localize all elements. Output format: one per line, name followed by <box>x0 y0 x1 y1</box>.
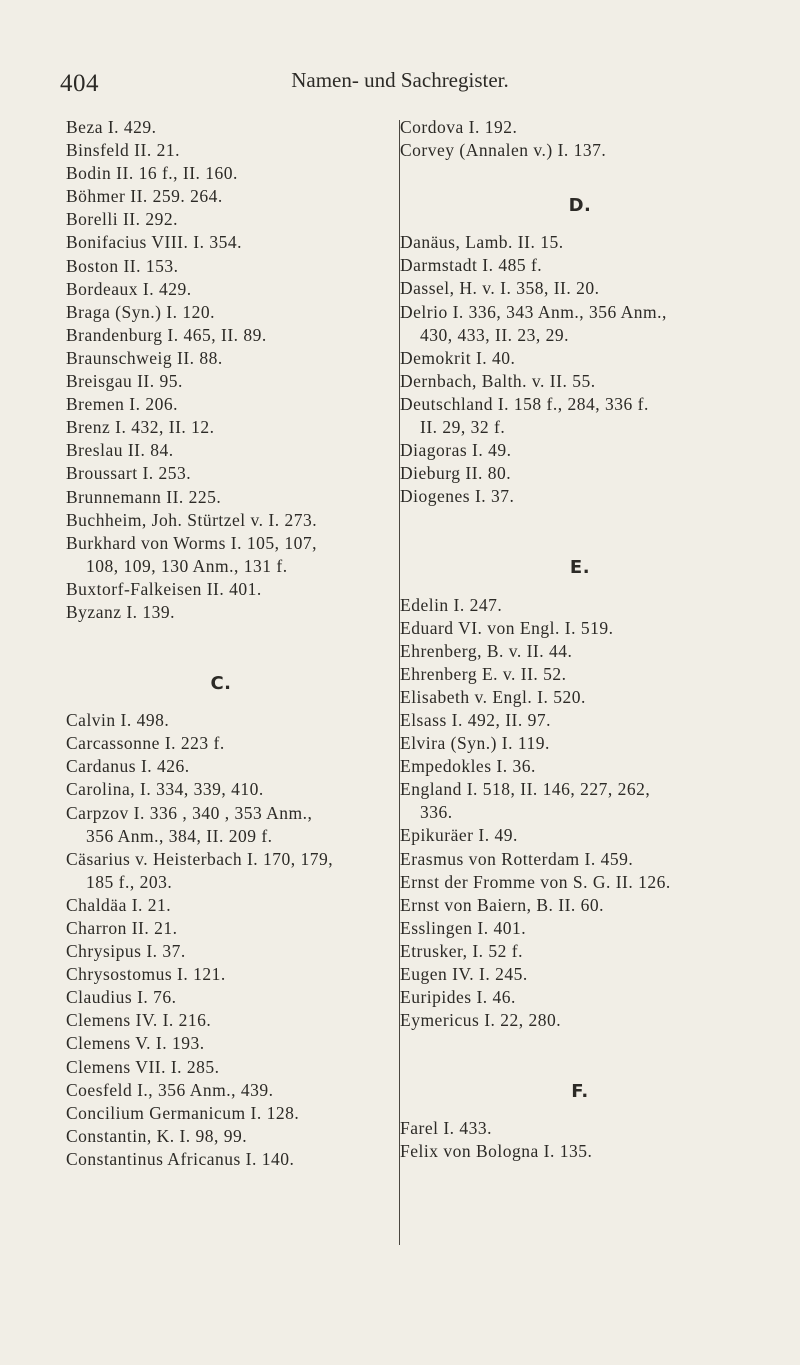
section-heading-f: F. <box>571 1081 589 1103</box>
index-entry: Elisabeth v. Engl. I. 520. <box>400 686 586 707</box>
index-entry: Brenz I. 432, II. 12. <box>66 417 215 438</box>
index-entry: Calvin I. 498. <box>66 710 170 731</box>
index-entry: 430, 433, II. 23, 29. <box>420 324 570 345</box>
index-entry: Bordeaux I. 429. <box>66 278 192 299</box>
index-entry: Coesfeld I., 356 Anm., 439. <box>66 1079 274 1100</box>
index-entry: Diagoras I. 49. <box>400 440 512 461</box>
index-entry: Elvira (Syn.) I. 119. <box>400 733 550 754</box>
index-entry: Cordova I. 192. <box>400 117 518 137</box>
index-entry: Charron II. 21. <box>66 918 178 938</box>
index-entry: Felix von Bologna I. 135. <box>400 1141 593 1162</box>
index-entry: Chrysostomus I. 121. <box>66 964 226 985</box>
index-entry: Dieburg II. 80. <box>400 463 512 484</box>
running-head: Namen- und Sachregister. <box>291 68 509 92</box>
index-entry: Binsfeld II. 21. <box>66 140 180 161</box>
index-entry: Braunschweig II. 88. <box>66 347 223 368</box>
index-entry: Boston II. 153. <box>66 255 179 276</box>
index-entry: 185 f., 203. <box>86 871 173 892</box>
index-entry: Cardanus I. 426. <box>66 756 190 777</box>
index-entry: Erasmus von Rotterdam I. 459. <box>400 848 634 869</box>
index-entry: Braga (Syn.) I. 120. <box>66 301 216 322</box>
index-entry: Deutschland I. 158 f., 284, 336 f. <box>400 393 649 414</box>
index-entry: Bremen I. 206. <box>66 394 178 415</box>
index-entry: Broussart I. 253. <box>66 463 192 484</box>
index-entry: Buchheim, Joh. Stürtzel v. I. 273. <box>66 509 318 530</box>
index-entry: Chrysipus I. 37. <box>66 941 186 962</box>
index-entry: Elsass I. 492, II. 97. <box>400 709 551 730</box>
index-entry: Constantinus Africanus I. 140. <box>66 1148 295 1169</box>
index-entry: Dassel, H. v. I. 358, II. 20. <box>400 278 600 299</box>
index-entry: Euripides I. 46. <box>400 987 516 1008</box>
section-heading-e: E. <box>569 557 591 579</box>
index-entry: Ernst der Fromme von S. G. II. 126. <box>400 871 671 892</box>
index-entry: 336. <box>420 802 453 823</box>
index-entry: Dernbach, Balth. v. II. 55. <box>400 370 596 391</box>
index-entry: Ehrenberg, B. v. II. 44. <box>400 640 573 661</box>
index-entry: Carolina, I. 334, 339, 410. <box>66 779 264 800</box>
index-entry: Darmstadt I. 485 f. <box>400 255 543 276</box>
index-entry: Carcassonne I. 223 f. <box>66 733 225 754</box>
f-entries <box>400 1117 760 1163</box>
index-entry: Esslingen I. 401. <box>400 917 527 938</box>
index-entry: Beza I. 429. <box>66 117 157 137</box>
index-entry: Claudius I. 76. <box>66 987 177 1008</box>
c-entries <box>66 709 376 1171</box>
index-entry: Diogenes I. 37. <box>400 486 515 507</box>
section-heading-c: C. <box>210 673 232 695</box>
index-entry: Bodin II. 16 f., II. 160. <box>66 163 238 184</box>
index-entry: Etrusker, I. 52 f. <box>400 940 523 961</box>
d-entries <box>400 231 760 508</box>
index-entry: Eymericus I. 22, 280. <box>400 1010 562 1031</box>
index-entry: Brunnemann II. 225. <box>66 486 222 507</box>
index-entry: Eugen IV. I. 245. <box>400 964 528 984</box>
index-entry: Ehrenberg E. v. II. 52. <box>400 663 567 684</box>
index-entry: Chaldäa I. 21. <box>66 894 172 915</box>
index-entry: Ernst von Baiern, B. II. 60. <box>400 894 605 915</box>
page-number: 404 <box>60 70 99 97</box>
index-entry: Burkhard von Worms I. 105, 107, <box>66 532 317 553</box>
index-entry: Eduard VI. von Engl. I. 519. <box>400 617 614 638</box>
index-entry: Carpzov I. 336 , 340 , 353 Anm., <box>66 802 313 823</box>
left-column <box>66 116 376 1171</box>
index-entry: Edelin I. 247. <box>400 594 503 615</box>
index-entry: II. 29, 32 f. <box>420 417 506 438</box>
index-entry: Delrio I. 336, 343 Anm., 356 Anm., <box>400 301 667 322</box>
right-column <box>398 116 760 1164</box>
index-entry: Concilium Germanicum I. 128. <box>66 1102 300 1123</box>
section-heading-d: D. <box>568 195 592 217</box>
index-entry: Clemens VII. I. 285. <box>66 1056 220 1077</box>
index-entry: Cäsarius v. Heisterbach I. 170, 179, <box>66 848 334 869</box>
index-entry: Bonifacius VIII. I. 354. <box>66 232 242 253</box>
e-entries <box>400 594 760 1033</box>
index-entry: Buxtorf-Falkeisen II. 401. <box>66 578 262 599</box>
index-entry: Breisgau II. 95. <box>66 371 183 392</box>
b-entries <box>66 116 376 624</box>
index-entry: 356 Anm., 384, II. 209 f. <box>86 825 273 846</box>
index-entry: England I. 518, II. 146, 227, 262, <box>400 779 651 800</box>
index-entry: Clemens IV. I. 216. <box>66 1010 212 1031</box>
index-entry: Empedokles I. 36. <box>400 756 536 777</box>
index-entry: 108, 109, 130 Anm., 131 f. <box>86 555 288 576</box>
index-entry: Demokrit I. 40. <box>400 347 516 368</box>
index-entry: Farel I. 433. <box>400 1118 493 1139</box>
index-entry: Byzanz I. 139. <box>66 601 176 622</box>
index-entry: Böhmer II. 259. 264. <box>66 186 223 207</box>
index-entry: Danäus, Lamb. II. 15. <box>400 232 564 253</box>
index-entry: Clemens V. I. 193. <box>66 1033 205 1054</box>
index-entry: Epikuräer I. 49. <box>400 825 518 846</box>
index-entry: Constantin, K. I. 98, 99. <box>66 1125 248 1146</box>
index-entry: Borelli II. 292. <box>66 209 179 230</box>
index-entry: Breslau II. 84. <box>66 440 174 461</box>
index-entry: Brandenburg I. 465, II. 89. <box>66 324 267 345</box>
index-entry: Corvey (Annalen v.) I. 137. <box>400 140 607 161</box>
c-continued-entries <box>400 116 760 162</box>
